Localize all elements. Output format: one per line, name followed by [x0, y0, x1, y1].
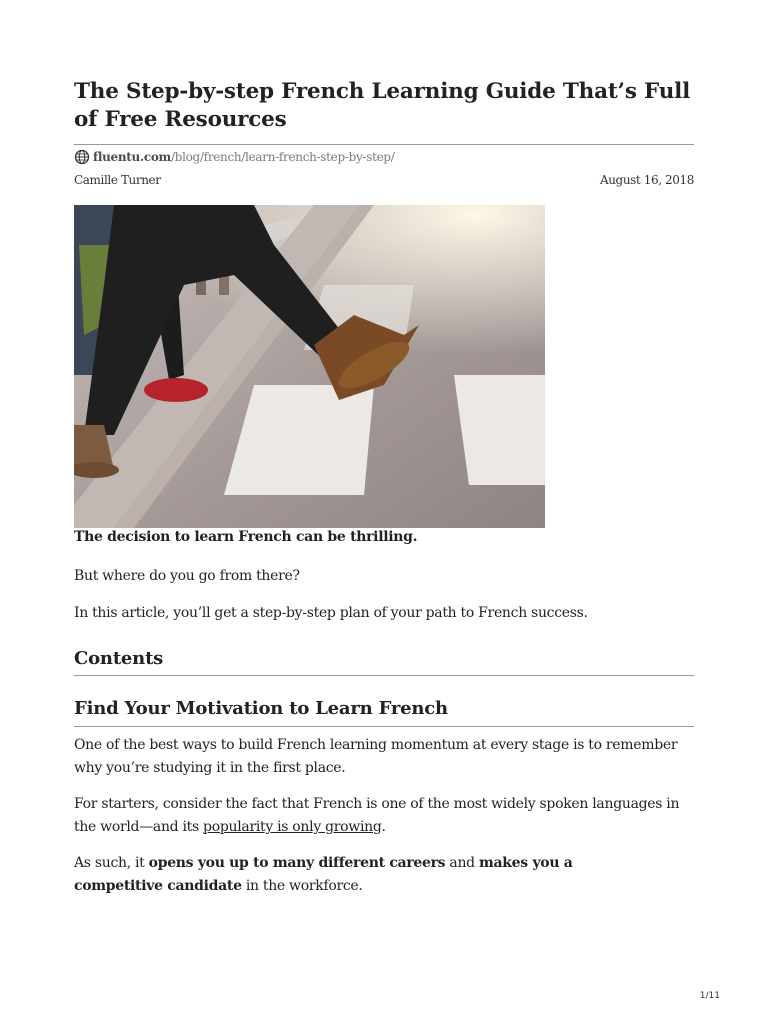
careers-text-a: As such, it	[74, 855, 149, 871]
url-path[interactable]: /blog/french/learn-french-step-by-step/	[170, 150, 395, 164]
globe-icon	[74, 149, 90, 165]
page-indicator: 1/11	[699, 991, 720, 1001]
intro-summary: In this article, you’ll get a step-by-step plan of your path to French success.	[74, 605, 588, 621]
hero-image	[74, 205, 545, 528]
careers-emphasis-2: makes you a competitive candidate	[74, 855, 573, 894]
intro-bold-line: The decision to learn French can be thrilling.	[74, 529, 418, 545]
paragraph-careers	[74, 852, 594, 898]
careers-emphasis-1: opens you up to many different careers	[148, 855, 446, 871]
section-divider	[74, 726, 694, 727]
popularity-end: .	[381, 819, 386, 835]
url-domain[interactable]: fluentu.com	[93, 150, 171, 164]
careers-text-c: and	[445, 855, 479, 871]
article-title: The Step-by-step French Learning Guide That’s Full of Free Resources	[74, 79, 691, 132]
contents-heading: Contents	[74, 648, 164, 669]
popularity-link[interactable]: popularity is only growing	[203, 819, 382, 835]
paragraph-motivation: One of the best ways to build French learning momentum at every stage is to remember why you’re studying it in the first place.	[74, 737, 678, 776]
author-name: Camille Turner	[74, 173, 161, 187]
intro-question: But where do you go from there?	[74, 568, 300, 584]
contents-divider	[74, 675, 694, 676]
publish-date: August 16, 2018	[599, 173, 694, 187]
article-meta	[74, 173, 694, 187]
section-heading: Find Your Motivation to Learn French	[74, 698, 448, 719]
source-url[interactable]	[74, 148, 395, 166]
title-divider	[74, 144, 694, 145]
popularity-text: For starters, consider the fact that French is one of the most widely spoken languages in the world—and its	[74, 796, 680, 835]
careers-text-e: in the workforce.	[241, 878, 363, 894]
paragraph-popularity	[74, 793, 704, 839]
